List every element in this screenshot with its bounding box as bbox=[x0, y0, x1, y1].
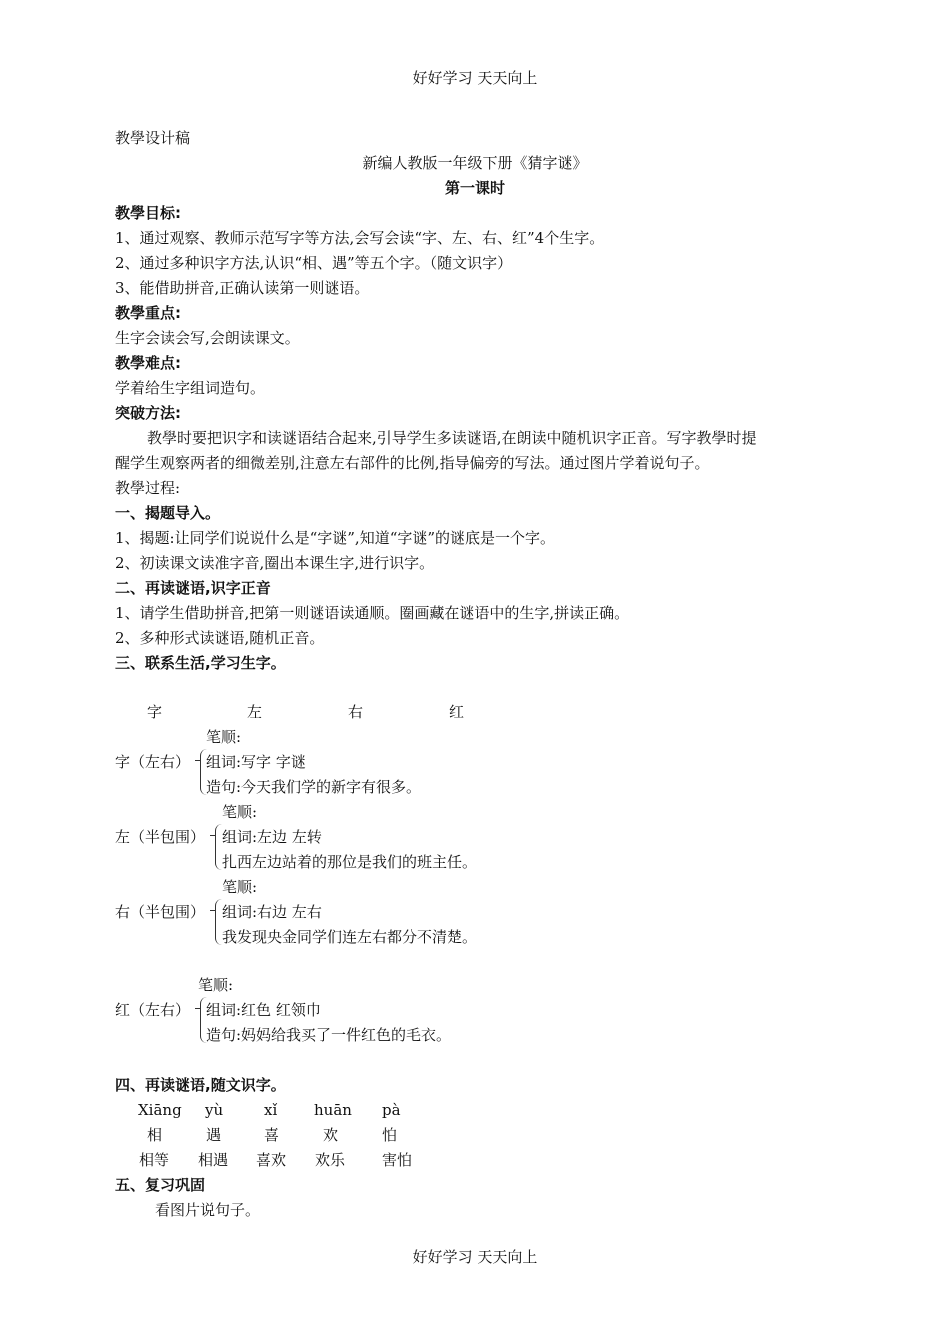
char-label: 左（半包围） bbox=[115, 828, 206, 846]
brace-tip bbox=[195, 760, 200, 761]
new-char: 欢 bbox=[323, 1126, 339, 1144]
example-sentence: 造句:妈妈给我买了一件红色的毛衣。 bbox=[206, 1026, 452, 1044]
new-char: 怕 bbox=[382, 1126, 398, 1144]
new-char: 相 bbox=[147, 1126, 163, 1144]
new-char: 遇 bbox=[206, 1126, 222, 1144]
new-char: 左 bbox=[247, 703, 263, 721]
methods-text-line1: 教學时要把识字和读谜语结合起来,引导学生多读谜语,在朗读中随机识字正音。写字教學时提 bbox=[147, 429, 757, 447]
lesson-title: 第一课时 bbox=[444, 179, 505, 197]
section2-item: 1、请学生借助拼音,把第一则谜语读通顺。圈画藏在谜语中的生字,拼读正确。 bbox=[115, 604, 630, 622]
char-label: 红（左右） bbox=[115, 1001, 191, 1019]
goals-heading: 教學目标: bbox=[115, 204, 181, 222]
pinyin: pà bbox=[382, 1101, 401, 1119]
section1-heading: 一、揭题导入。 bbox=[115, 504, 221, 522]
key-points-text: 生字会读会写,会朗读课文。 bbox=[115, 329, 300, 347]
new-char: 喜 bbox=[264, 1126, 280, 1144]
stroke-order-label: 笔顺: bbox=[222, 803, 258, 821]
example-sentence: 造句:今天我们学的新字有很多。 bbox=[206, 778, 422, 796]
stroke-order-label: 笔顺: bbox=[222, 878, 258, 896]
section1-item: 1、揭题:让同学们说说什么是“字谜”,知道“字谜”的谜底是一个字。 bbox=[115, 529, 556, 547]
difficulties-text: 学着给生字组词造句。 bbox=[115, 379, 266, 397]
word-group: 组词:红色 红领巾 bbox=[206, 1001, 321, 1019]
stroke-order-label: 笔顺: bbox=[198, 976, 234, 994]
word: 欢乐 bbox=[315, 1151, 346, 1169]
doc-title: 新编人教版一年级下册《猜字谜》 bbox=[362, 154, 588, 172]
brace bbox=[215, 899, 222, 945]
char-label: 右（半包围） bbox=[115, 903, 206, 921]
word: 害怕 bbox=[382, 1151, 413, 1169]
goal-item: 3、能借助拼音,正确认读第一则谜语。 bbox=[115, 279, 370, 297]
goal-item: 2、通过多种识字方法,认识“相、遇”等五个字。（随文识字） bbox=[115, 254, 513, 272]
page-footer: 好好学习 天天向上 bbox=[412, 1248, 538, 1266]
section3-heading: 三、联系生活,学习生字。 bbox=[115, 654, 286, 672]
example-sentence: 扎西左边站着的那位是我们的班主任。 bbox=[222, 853, 478, 871]
pinyin: Xiāng bbox=[138, 1101, 182, 1119]
stroke-order-label: 笔顺: bbox=[206, 728, 242, 746]
pinyin: yù bbox=[205, 1101, 224, 1119]
brace-tip bbox=[195, 1008, 200, 1009]
brace-tip bbox=[210, 835, 215, 836]
key-points-heading: 教學重点: bbox=[115, 304, 181, 322]
word-group: 组词:右边 左右 bbox=[222, 903, 322, 921]
section4-heading: 四、再读谜语,随文识字。 bbox=[115, 1076, 286, 1094]
doc-label: 教學设计稿 bbox=[115, 129, 191, 147]
section2-item: 2、多种形式读谜语,随机正音。 bbox=[115, 629, 325, 647]
new-char: 红 bbox=[449, 703, 465, 721]
word: 相等 bbox=[139, 1151, 170, 1169]
section2-heading: 二、再读谜语,识字正音 bbox=[115, 579, 271, 597]
difficulties-heading: 教學难点: bbox=[115, 354, 181, 372]
pinyin: huān bbox=[314, 1101, 352, 1119]
word-group: 组词:左边 左转 bbox=[222, 828, 322, 846]
process-heading: 教學过程: bbox=[115, 479, 181, 497]
methods-text-line2: 醒学生观察两者的细微差别,注意左右部件的比例,指导偏旁的写法。通过图片学着说句子。 bbox=[115, 454, 710, 472]
brace-tip bbox=[210, 910, 215, 911]
section1-item: 2、初读课文读准字音,圈出本课生字,进行识字。 bbox=[115, 554, 435, 572]
brace bbox=[215, 824, 222, 870]
word: 相遇 bbox=[198, 1151, 229, 1169]
pinyin: xǐ bbox=[264, 1101, 278, 1119]
section5-heading: 五、复习巩固 bbox=[115, 1176, 206, 1194]
new-char: 右 bbox=[348, 703, 364, 721]
char-label: 字（左右） bbox=[115, 753, 191, 771]
word-group: 组词:写字 字谜 bbox=[206, 753, 306, 771]
page-header: 好好学习 天天向上 bbox=[412, 69, 538, 87]
section5-text: 看图片说句子。 bbox=[155, 1201, 261, 1219]
goal-item: 1、通过观察、教师示范写字等方法,会写会读“字、左、右、红”4个生字。 bbox=[115, 229, 605, 247]
example-sentence: 我发现央金同学们连左右都分不清楚。 bbox=[222, 928, 478, 946]
word: 喜欢 bbox=[256, 1151, 287, 1169]
methods-heading: 突破方法: bbox=[115, 404, 181, 422]
new-char: 字 bbox=[147, 703, 163, 721]
